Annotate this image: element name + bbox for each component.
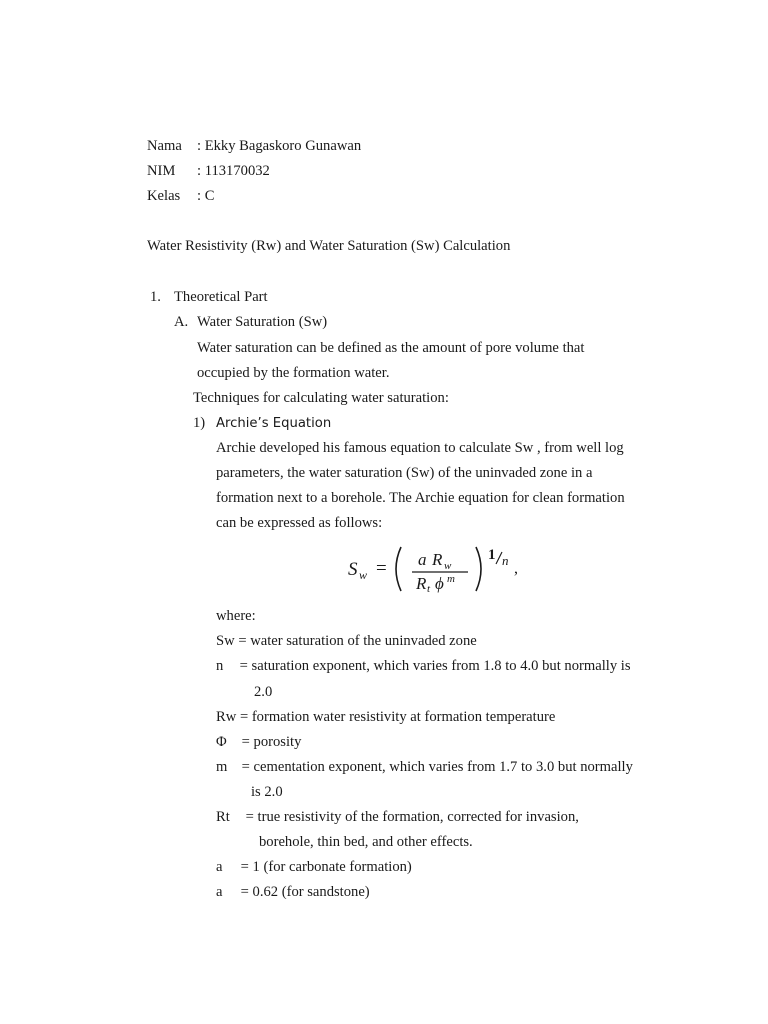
paragraph-line: parameters, the water saturation (Sw) of the uninvaded zone in a: [216, 465, 593, 481]
definition-text: = formation water resistivity at formation temperature: [239, 709, 556, 725]
kelas-value: : C: [197, 188, 215, 204]
numerator-a: a: [418, 550, 427, 569]
definition-symbol: Sw: [216, 633, 235, 649]
definition-text: = saturation exponent, which varies from 1.8 to 4.0 but normally is: [239, 658, 631, 674]
definition-symbol: Φ: [216, 734, 227, 750]
definition-text: = cementation exponent, which varies from 1.7 to 3.0 but normally: [241, 759, 633, 775]
nama-row: [147, 137, 361, 155]
right-paren: [476, 547, 481, 591]
nama-label: Nama: [147, 138, 182, 154]
exponent-denominator: n: [502, 553, 509, 568]
where-label: where:: [216, 608, 256, 624]
techniques-heading: Techniques for calculating water saturation:: [193, 390, 449, 406]
definition-symbol: a: [216, 859, 223, 875]
definition-row: [216, 808, 579, 826]
definition-text: = porosity: [241, 734, 302, 750]
item-1-title: Archie’s Equation: [216, 416, 332, 431]
subsection-a-heading: [174, 313, 327, 331]
denominator-subscript: t: [427, 583, 431, 595]
definition-row: [216, 632, 477, 650]
subsection-a-letter: A.: [174, 314, 189, 330]
definition-row: [216, 883, 370, 901]
definition-row: [216, 657, 631, 675]
archie-equation: [346, 543, 536, 595]
numerator-subscript: w: [444, 560, 452, 572]
definition-continuation: 2.0: [254, 684, 273, 700]
definition-continuation: is 2.0: [251, 784, 283, 800]
definition-row: [216, 733, 301, 751]
definition-text: = water saturation of the uninvaded zone: [238, 633, 477, 649]
document-title: Water Resistivity (Rw) and Water Saturation (Sw) Calculation: [147, 238, 511, 254]
definition-text: = true resistivity of the formation, corrected for invasion,: [245, 809, 579, 825]
definition-symbol: Rw: [216, 709, 237, 725]
definition-symbol: n: [216, 658, 224, 674]
subsection-a-title: Water Saturation (Sw): [197, 314, 328, 330]
denominator-superscript: m: [447, 573, 455, 585]
numerator-r: R: [432, 550, 443, 569]
definition-continuation: borehole, thin bed, and other effects.: [259, 834, 473, 850]
nama-value: : Ekky Bagaskoro Gunawan: [197, 138, 362, 154]
definition-row: [216, 858, 412, 876]
equation-lhs: S: [348, 559, 358, 580]
paragraph-line: Archie developed his famous equation to calculate Sw , from well log: [216, 440, 624, 456]
item-1-number: 1): [193, 415, 206, 431]
section-1-title: Theoretical Part: [174, 289, 268, 305]
definition-symbol: m: [216, 759, 228, 775]
section-1-heading: [150, 288, 268, 306]
definition-row: [216, 758, 633, 776]
item-1-heading: [193, 414, 331, 433]
definition-text: = 0.62 (for sandstone): [240, 884, 370, 900]
paragraph-line: formation next to a borehole. The Archie equation for clean formation: [216, 490, 625, 506]
denominator-r: R: [416, 574, 427, 593]
paragraph-line: occupied by the formation water.: [197, 365, 390, 381]
section-1-number: 1.: [150, 289, 161, 305]
paragraph-line: Water saturation can be defined as the amount of pore volume that: [197, 340, 585, 356]
exponent-numerator: 1: [488, 547, 496, 563]
equation-comma: ,: [514, 560, 518, 577]
kelas-row: [147, 187, 214, 205]
kelas-label: Kelas: [147, 188, 181, 204]
paragraph-line: can be expressed as follows:: [216, 515, 383, 531]
definition-row: [216, 708, 555, 726]
definition-symbol: Rt: [216, 809, 230, 825]
equation-equals: =: [376, 558, 387, 579]
nim-label: NIM: [147, 163, 176, 179]
nim-row: [147, 162, 270, 180]
definition-text: = 1 (for carbonate formation): [240, 859, 412, 875]
definition-symbol: a: [216, 884, 223, 900]
equation-lhs-subscript: w: [359, 568, 368, 582]
denominator-phi: ϕ: [435, 574, 444, 593]
left-paren: [396, 547, 401, 591]
nim-value: : 113170032: [197, 163, 270, 179]
